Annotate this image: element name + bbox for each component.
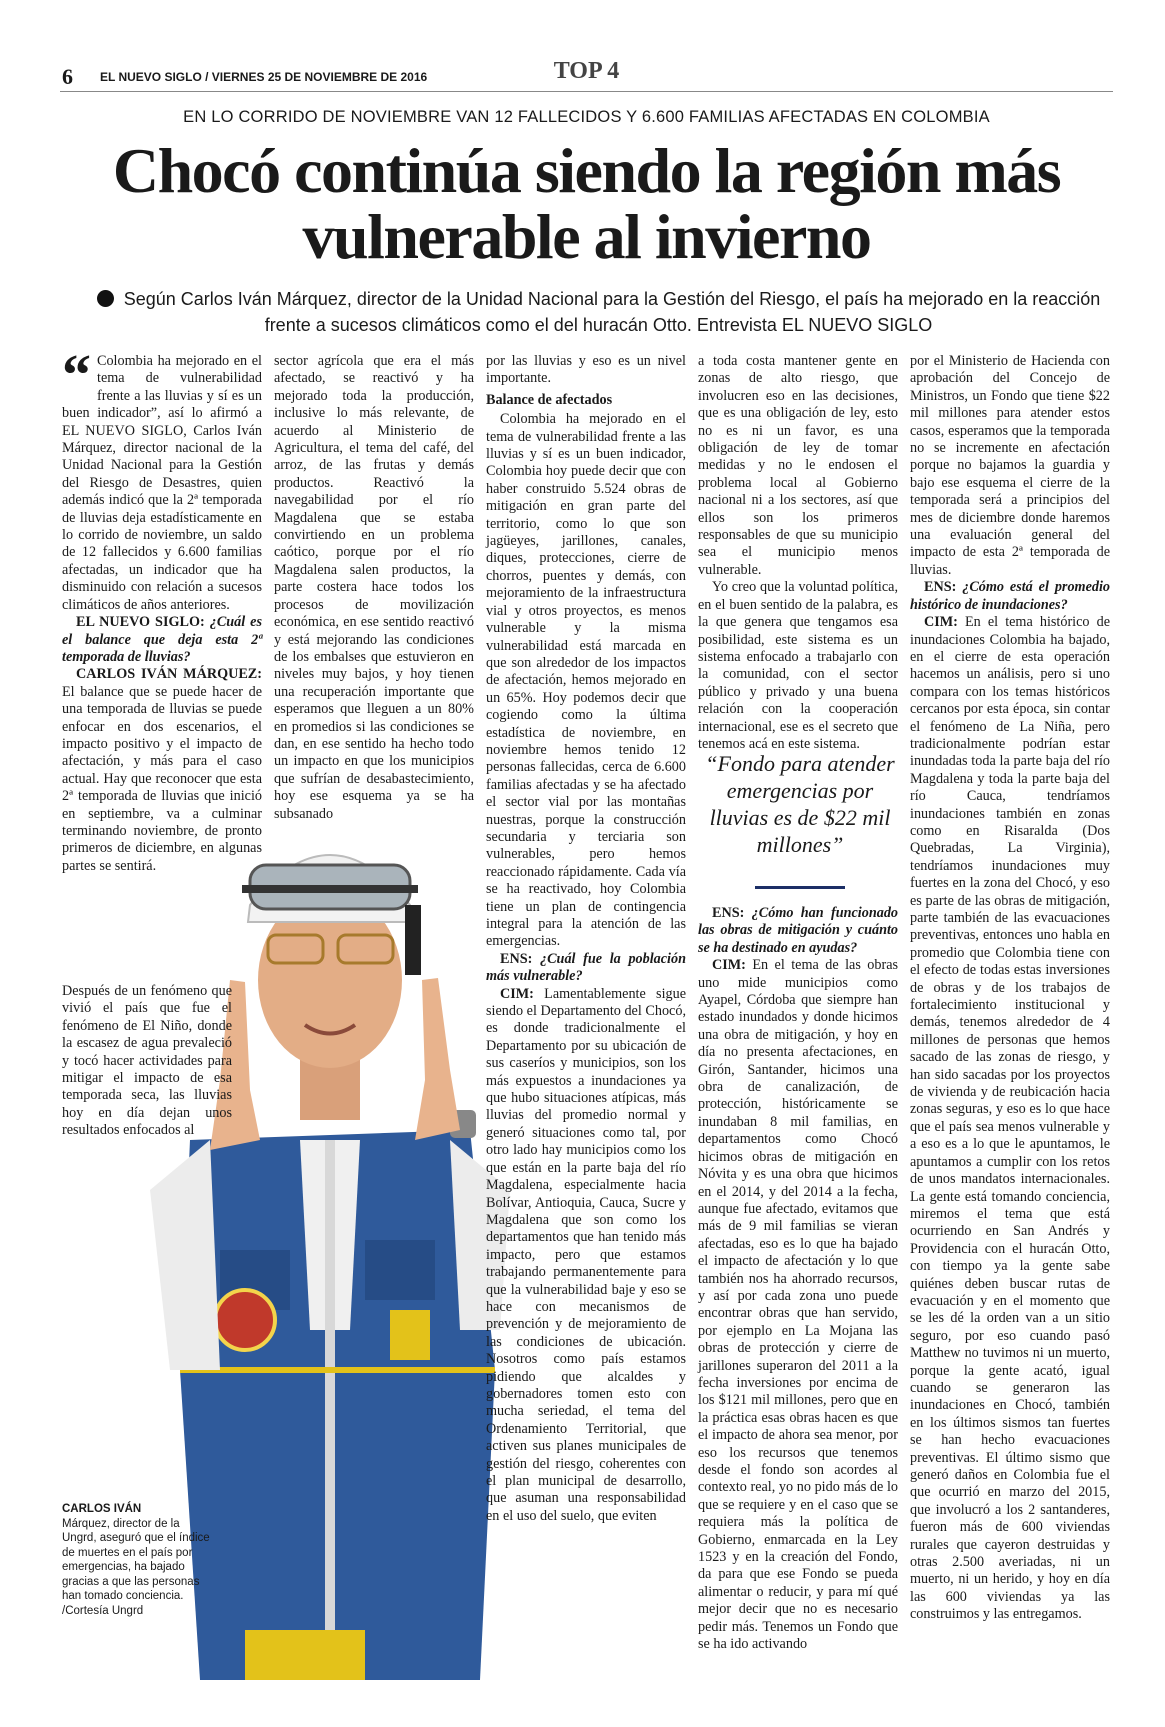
article-column-3 bbox=[486, 353, 686, 1683]
deck bbox=[92, 286, 1105, 338]
question-3: ENS: ¿Cómo han funcionado las obras de mitigación y cuánto se ha destinado en ayudas? bbox=[698, 905, 899, 956]
article-column-4-lower bbox=[698, 905, 898, 1705]
deck-text: Según Carlos Iván Márquez, director de la Unidad Nacional para la Gestión del Riesgo, el país ha mejorado en la reacción frente a sucesos climáticos como el del huracán Otto. Entrevista EL NUEVO SIGLO bbox=[123, 289, 1101, 335]
lead-paragraph: “ Colombia ha mejorado en el tema de vulnerabilidad frente a las lluvias y sí es un buen indicador”, así lo afirmó a EL NUEVO SIGLO, Carlos Iván Márquez, director nacional de la Unidad Nacional para la Gestión del Riesgo de Desastres, quien además indicó que la 2ª temporada de lluvias deja estadísticamente en lo corrido de noviembre, un saldo de 12 fallecidos y 6.600 familias afectadas, un indicador que ha disminuido con relación a sucesos climáticos de años anteriores. bbox=[62, 342, 262, 613]
answer-3: CIM: En el tema de las obras uno mide municipios como Ayapel, Córdoba que siempre han estado inundados y donde hicimos una obra de mitigación, y hoy en día no presenta afectaciones, en Girón, Santander, hicimos una obra de canalización, de protección, históricamente se inundaban 8 mil familias, en departamentos como Chocó hicimos obras de mitigación en Nóvita y es una obra que hicimos en el 2014, y del 2014 a la fecha, aunque fue afectado, evitamos que más de 9 mil familias se vieran afectadas, eso es lo que ha bajado el impacto de afectación y lo que también nos ha ahorrado recursos, y así por cada zona uno puede encontrar obras que han servido, por ejemplo en La Mojana las obras de protección y cierre de jarillones superaron del 2011 a la fecha inversiones por encima de los $121 mil millones, pero que en la práctica esas obras hacen es que el impacto de ahora sea menor, por eso los recursos que tenemos desde el fondo son acordes al contexto real, yo no pido más de lo que se requiere y en el caso que se requiera más la política de Gobierno, enmarcada en la Ley 1523 y en la creación del Fondo, da para que ese Fondo se pueda alimentar o reducir, y para mí qué mejor decir que no es necesario pedir más. Tenemos un Fondo que se ha ido activando bbox=[698, 957, 899, 1653]
pull-quote: “Fondo para atender emergencias por lluvias es de $22 mil millones” bbox=[705, 751, 895, 857]
subhead-balance: Balance de afectados bbox=[486, 391, 613, 408]
answer-2: CIM: Lamentablemente sigue siendo el Departamento del Chocó, es donde tradicionalmente el Departamento por su ubicación de sus caseríos y municipios, son los más expuestos a inundaciones ya que hubo situaciones atípicas, más lluvias del promedio normal y generó situaciones como tal, por otro lado hay municipios como los que están en la parte baja del río Magdalena, especialmente hacia Bolívar, Antioquia, Cauca, Sucre y Magdalena que son como los departamentos que han tenido más impacto, pero que estamos trabajando permanentemente para que la vulnerabilidad baje y eso se hace con mecanismos de prevención y de mejoramiento de las condiciones de ubicación. Nosotros como país estamos pidiendo que alcaldes y gobernadores tomen esto con mucha seriedad, el tema del Ordenamiento Territorial, que activen sus planes municipales de gestión del riesgo, coherentes con el plan municipal de desarrollo, que asuman una responsabilidad en el uso del suelo, que eviten bbox=[486, 985, 686, 1524]
answer-1: CARLOS IVÁN MÁRQUEZ: El balance que se puede hacer de una temporada de lluvias se puede enfocar en dos escenarios, el impacto positivo y el impacto de afectación, y más para el caso actual. Hay que reconocer que esta 2ª temporada de lluvias que inició en septiembre, va a culminar terminando noviembre, de pronto primeros de diciembre, en algunas partes se sentirá. bbox=[62, 666, 262, 874]
photo-caption bbox=[62, 1502, 212, 1618]
kicker: EN LO CORRIDO DE NOVIEMBRE VAN 12 FALLECIDOS Y 6.600 FAMILIAS AFECTADAS EN COLOMBIA bbox=[183, 108, 990, 126]
article-column-4 bbox=[698, 353, 898, 752]
article-column-1 bbox=[62, 342, 263, 875]
question-1: EL NUEVO SIGLO: ¿Cuál es el balance que deja esta 2ª temporada de lluvias? bbox=[62, 614, 263, 665]
article-column-5 bbox=[910, 353, 1110, 1693]
col4-paragraph-2: Yo creo que la voluntad política, en el buen sentido de la palabra, es la que genera que tengamos esa posibilidad, este sistema es un sistema enfocado a trabajarlo con la comunidad, con el sector público y privado y una buena relación con la cooperación internacional, ese es el secreto que tenemos acá en este sistema. bbox=[698, 579, 898, 752]
answer-1-continued: Después de un fenómeno que vivió el país que fue el fenómeno de El Niño, donde la escasez de agua prevaleció y tocó hacer actividades para mitigar el impacto de esa temporada seca, las lluvias hoy en día dejan unos resultados enfocados al bbox=[62, 983, 232, 1139]
open-quote-icon: “ bbox=[62, 342, 91, 407]
col5-paragraph-1: por el Ministerio de Hacienda con aprobación del Concejo de Ministros, un Fondo que tiene $22 mil millones para atender estos casos, esperamos que la temporada no se incremente en afectación porque no bajamos la guardia y bajo ese esquema el cierre de la temporada será a principios del mes de diciembre donde haremos una evaluación general del impacto de esta 2ª temporada de lluvias. bbox=[910, 353, 1110, 578]
caption-text: Márquez, director de la Ungrd, aseguró que el índice de muertes en el país por emergencias, ha bajado gracias a que las personas han tomado conciencia. /Cortesía Ungrd bbox=[62, 1517, 210, 1617]
col4-paragraph-1: a toda costa mantener gente en zonas de alto riesgo, que involucren eso en las decisiones, que es una obligación de ley, esto no es ni un favor, es una obligación de ley de tomar medidas y no le endosen el problema local al Gobierno nacional ni a los sectores, así que ellos son los primeros responsables de que su municipio sea el municipio menos vulnerable. bbox=[698, 353, 898, 578]
pull-quote-rule bbox=[755, 886, 845, 889]
col3-paragraph-2: Colombia ha mejorado en el tema de vulnerabilidad frente a las lluvias y sí es un buen indicador, Colombia hoy puede decir que con haber construido 5.524 obras de mitigación en gran parte del territorio, como lo que son jagüeyes, jarillones, canales, diques, protecciones, cierre de chorros, puentes y demás, con mejoramiento de la infraestructura vial y otros proyectos, es menos vulnerable y la misma vulnerabilidad está marcada en que son alrededor de los impactos de afectación, hemos mejorado en un 65%. Hoy podemos decir que cogiendo como la última estadística de noviembre, en noviembre hemos tenido 12 personas fallecidas, cerca de 6.600 familias afectadas y se ha afectado el sector vial por las montañas nuestras, porque la construcción secundaria y terciaria son vulnerables, pero hemos reaccionado rápidamente. Cada vía se ha reactivado, hoy Colombia tiene un plan de contingencia integral para la atención de las emergencias. bbox=[486, 411, 686, 950]
page-folio bbox=[60, 58, 1113, 92]
section-label: TOP 4 bbox=[553, 58, 620, 84]
answer-4: CIM: En el tema histórico de inundaciones Colombia ha bajado, en el cierre de esta operación hacemos un análisis, pero si uno compara con los temas históricos cercanos por esta época, sin contar el fenómeno de La Niña, pero tradicionalmente podrían estar inundadas toda la parte baja del río Magdalena y toda la parte baja del río Cauca, tendríamos inundaciones también en zonas como en Risaralda (Dos Quebradas, La Virginia), tendríamos inundaciones muy fuertes en la zona del Chocó, y eso es parte de las obras de mitigación, parte también de las evacuaciones preventivas, entonces uno habla en promedio que Colombia tiene con el efecto de todas estas inversiones de obras y de los trabajos de fortalecimiento institucional y demás, tenemos alrededor de 4 millones de personas que hemos sacado de las zonas de riesgo, y han sido sacadas por los proyectos de vivienda y de reubicación hacia zonas seguras, y eso es lo que hace que el país sea menos vulnerable y a eso es a lo que le apuntamos, le apuntamos a cumplir con los retos de unos mandatos internacionales. La gente está tomando conciencia, miremos el tema que está ocurriendo en San Andrés y Providencia con el huracán Otto, con tiempo ya la gente sabe quiénes deben buscar rutas de evacuación y en el momento que se les dé la orden van a un sitio seguro, por eso cuando pasó Matthew no tuvimos ni un muerto, porque la gente acató, igual cuando se generaron las inundaciones en Chocó, también en los últimos sismos tan fuertes se han hecho evacuaciones preventivas. El último sismo que generó daños en Colombia fue el que ocurrió en marzo del 2015, que involucró a los 2 santanderes, fueron más de 600 viviendas rurales que cayeron destruidas y otras 2.500 averiadas, ni un muerto, ni un herido, y hoy en día las 600 viviendas ya las construimos y las entregamos. bbox=[910, 614, 1110, 1623]
caption-name: CARLOS IVÁN bbox=[62, 1503, 142, 1515]
col2-paragraph: sector agrícola que era el más afectado, se reactivó y ha mejorado toda la producción, inclusive lo más relevante, de acuerdo al Ministerio de Agricultura, el tema del café, del arroz, de las frutas y demás productos. Reactivó la navegabilidad por el río Magdalena que se estaba convirtiendo en un problema caótico, porque por el río Magdalena salen productos, la parte costera hace todos los procesos de movilización económica, en ese sentido reactivó y está mejorando las condiciones de los embalses que estuvieron en niveles muy bajos, y hoy tienen una recuperación importante que esperamos que lleguen a un 80% en promedios si las condiciones se dan, en ese sentido ha hecho todo un impacto en que los municipios que sufrían de desabastecimiento, hoy ese esquema ya se ha subsanado bbox=[274, 353, 474, 822]
question-2: ENS: ¿Cuál fue la población más vulnerable? bbox=[486, 950, 686, 985]
headline: Chocó continúa siendo la región más vulnerable al invierno bbox=[112, 135, 1061, 272]
question-4: ENS: ¿Cómo está el promedio histórico de inundaciones? bbox=[910, 579, 1110, 613]
page-number: 6 bbox=[62, 64, 73, 89]
paper-dateline: EL NUEVO SIGLO / VIERNES 25 DE NOVIEMBRE DE 2016 bbox=[100, 70, 428, 84]
article-column-2 bbox=[274, 353, 474, 822]
col3-paragraph-1: por las lluvias y eso es un nivel importante. bbox=[486, 353, 686, 387]
bullet-icon bbox=[97, 290, 114, 307]
